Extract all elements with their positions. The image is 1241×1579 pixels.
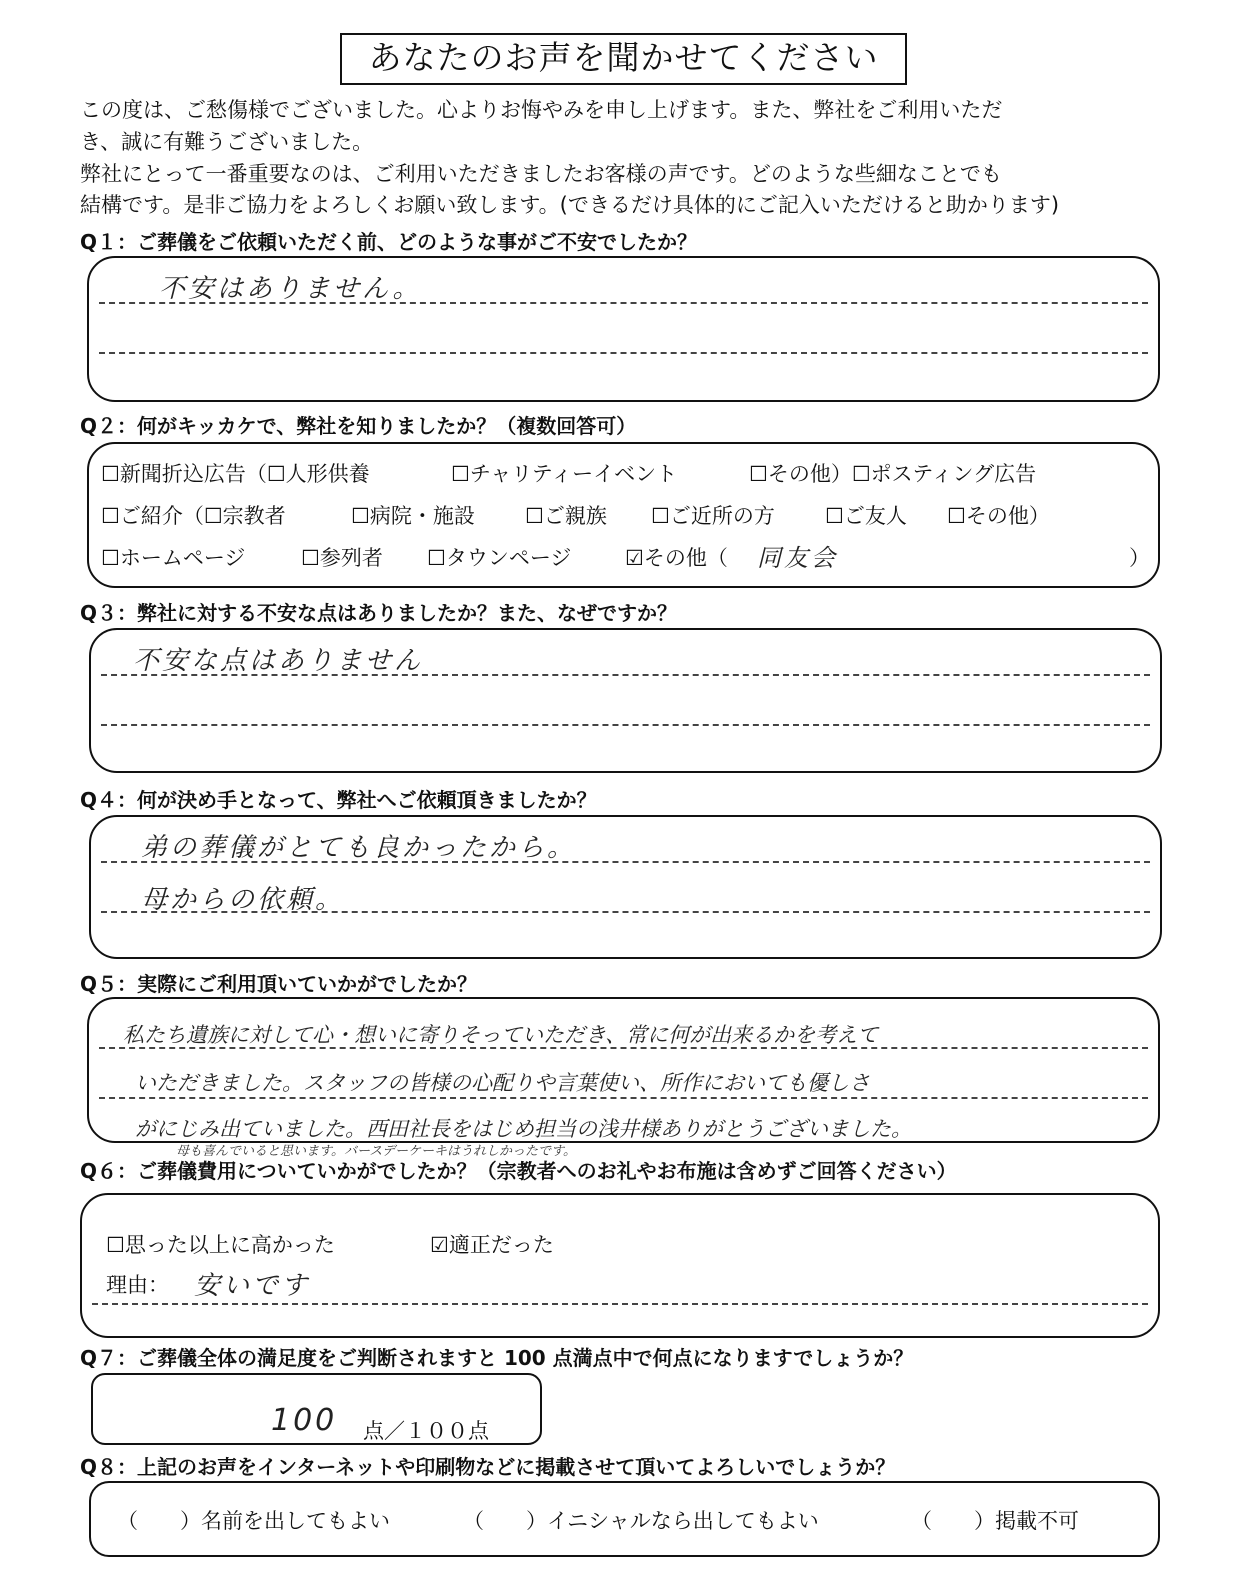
q4-answer-line-1: 弟の葬儀がとても良かったから。: [141, 833, 577, 863]
q7-question: Q７：ご葬儀全体の満足度をご判断されますと 100 点満点中で何点になりますでしょうか？: [80, 1346, 914, 1370]
q8-question: Q８：上記のお声をインターネットや印刷物などに掲載させて頂いてよろしいでしょうか？: [80, 1455, 896, 1479]
q3-question: Q３：弊社に対する不安な点はありましたか？また、なぜですか？: [80, 601, 678, 625]
intro-line-3: 弊社にとって一番重要なのは、ご利用いただきましたお客様の声です。どのような些細なことでも: [80, 162, 1002, 186]
q5-answer-box[interactable]: [87, 997, 1160, 1143]
q2-options-box: [87, 442, 1160, 588]
intro-line-1: この度は、ご愁傷様でございました。心よりお悔やみを申し上げます。また、弊社をご利用いただ: [80, 98, 1003, 122]
q1-answer: 不安はありません。: [159, 274, 422, 304]
q5-answer-line-1: 私たち遺族に対して心・想いに寄りそっていただき、常に何が出来るかを考えて: [123, 1023, 879, 1047]
q1-question: Q１：ご葬儀をご依頼いただく前、どのような事がご不安でしたか？: [80, 230, 698, 254]
answer-line: [99, 1097, 1148, 1099]
q8-option-initials-ok[interactable]: （ ）イニシャルなら出してもよい: [463, 1509, 819, 1533]
q7-score: 100: [271, 1403, 338, 1438]
q2-option-other-checked[interactable]: ☑その他（: [625, 546, 728, 570]
q5-answer-line-3: がにじみ出ていました。西田社長をはじめ担当の浅井様ありがとうございました。: [135, 1117, 912, 1141]
q6-reason: 安いです: [194, 1271, 311, 1301]
q1-answer-box[interactable]: [87, 256, 1160, 402]
q2-option-townpage[interactable]: ☐タウンページ: [427, 546, 572, 570]
q8-option-no-publish[interactable]: （ ）掲載不可: [911, 1509, 1079, 1533]
q4-answer-line-2: 母からの依頼。: [141, 885, 345, 915]
q3-answer-box[interactable]: [89, 628, 1162, 773]
q7-score-suffix: 点／１００点: [363, 1419, 489, 1443]
q2-option-newspaper[interactable]: ☐新聞折込広告（☐人形供養: [101, 462, 370, 486]
q2-option-attendee[interactable]: ☐参列者: [301, 546, 383, 570]
q2-option-friends[interactable]: ☐ご友人: [825, 504, 907, 528]
q2-question: Q２：何がキッカケで、弊社を知りましたか？（複数回答可）: [80, 414, 637, 438]
q6-question: Q６：ご葬儀費用についていかがでしたか？（宗教者へのお礼やお布施は含めずご回答ください）: [80, 1159, 957, 1183]
q2-option-charity-event[interactable]: ☐チャリティーイベント: [451, 462, 678, 486]
q6-reason-label: 理由：: [106, 1273, 169, 1297]
q8-options-box: [89, 1481, 1160, 1557]
q8-option-name-ok[interactable]: （ ）名前を出してもよい: [117, 1509, 390, 1533]
q4-question: Q４：何が決め手となって、弊社へご依頼頂きましたか？: [80, 788, 597, 812]
page-title: あなたのお声を聞かせてください: [340, 33, 907, 85]
answer-line: [92, 1303, 1148, 1305]
q2-close-paren: ）: [1129, 546, 1150, 570]
intro-line-2: き、誠に有難うございました。: [80, 130, 374, 154]
q2-other-answer: 同友会: [757, 544, 838, 572]
q3-answer: 不安な点はありません: [133, 646, 424, 676]
answer-line: [101, 724, 1150, 726]
q2-option-referral-religious[interactable]: ☐ご紹介（☐宗教者: [101, 504, 286, 528]
q6-option-appropriate[interactable]: ☑適正だった: [430, 1233, 554, 1257]
q5-question: Q５：実際にご利用頂いていかがでしたか？: [80, 972, 478, 996]
q2-option-relatives[interactable]: ☐ご親族: [525, 504, 607, 528]
q2-option-neighbors[interactable]: ☐ご近所の方: [651, 504, 775, 528]
q6-option-expensive[interactable]: ☐思った以上に高かった: [106, 1233, 335, 1257]
answer-line: [99, 352, 1148, 354]
q6-answer-box: [80, 1193, 1160, 1338]
q2-option-hospital[interactable]: ☐病院・施設: [351, 504, 475, 528]
q4-answer-box[interactable]: [89, 815, 1162, 959]
intro-line-4: 結構です。是非ご協力をよろしくお願い致します。(できるだけ具体的にご記入いただけると助かります): [80, 193, 1060, 217]
q2-option-posting[interactable]: ☐その他）☐ポスティング広告: [749, 462, 1037, 486]
q2-option-homepage[interactable]: ☐ホームページ: [101, 546, 246, 570]
q7-score-box[interactable]: [91, 1373, 542, 1445]
q2-option-other-referral[interactable]: ☐その他）: [947, 504, 1050, 528]
q5-answer-line-4: 母も喜んでいると思います。バースデーケーキはうれしかったです。: [176, 1144, 577, 1159]
q5-answer-line-2: いただきました。スタッフの皆様の心配りや言葉使い、所作においても優しさ: [135, 1071, 870, 1095]
